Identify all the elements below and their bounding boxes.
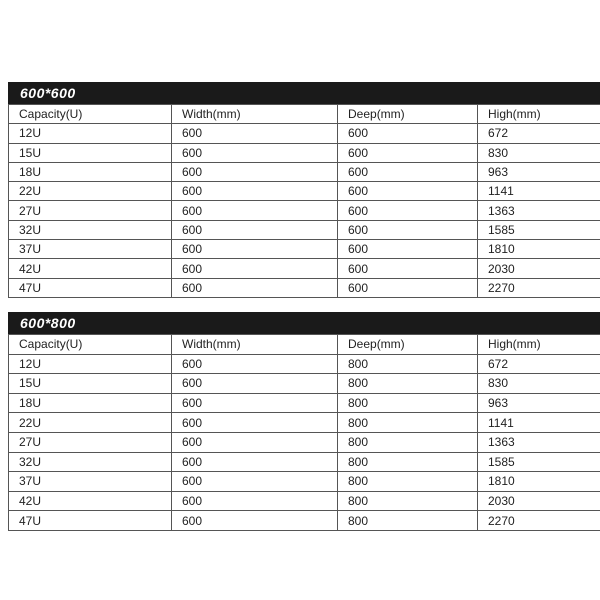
table-row <box>9 162 600 181</box>
cell-capacity: 18U <box>9 393 172 413</box>
cell-capacity: 42U <box>9 259 172 278</box>
cell-width: 600 <box>172 220 338 239</box>
cell-deep: 800 <box>338 354 478 374</box>
cell-capacity: 37U <box>9 240 172 259</box>
header-capacity: Capacity(U) <box>9 335 172 355</box>
cell-width: 600 <box>172 413 338 433</box>
cell-width: 600 <box>172 278 338 297</box>
cell-width: 600 <box>172 432 338 452</box>
table-row <box>9 259 600 278</box>
cell-width: 600 <box>172 201 338 220</box>
cell-high: 1810 <box>478 240 600 259</box>
cell-width: 600 <box>172 162 338 181</box>
cell-high: 2270 <box>478 511 600 531</box>
cell-capacity: 42U <box>9 491 172 511</box>
cell-capacity: 15U <box>9 374 172 394</box>
header-capacity: Capacity(U) <box>9 105 172 124</box>
cell-deep: 800 <box>338 413 478 433</box>
cell-high: 1363 <box>478 432 600 452</box>
header-width: Width(mm) <box>172 335 338 355</box>
cell-deep: 600 <box>338 240 478 259</box>
cell-high: 2030 <box>478 491 600 511</box>
table-row <box>9 511 600 531</box>
cell-deep: 800 <box>338 472 478 492</box>
table-row <box>9 432 600 452</box>
table-row <box>9 278 600 297</box>
cell-capacity: 27U <box>9 201 172 220</box>
cell-high: 1141 <box>478 413 600 433</box>
cell-deep: 800 <box>338 491 478 511</box>
cell-deep: 600 <box>338 220 478 239</box>
cell-high: 963 <box>478 393 600 413</box>
cell-width: 600 <box>172 240 338 259</box>
table-row <box>9 201 600 220</box>
cell-deep: 600 <box>338 278 478 297</box>
banner-bar <box>8 82 600 104</box>
cell-high: 1585 <box>478 220 600 239</box>
header-row <box>9 335 600 355</box>
cell-capacity: 22U <box>9 413 172 433</box>
spec-section-600x600 <box>8 82 600 298</box>
cell-width: 600 <box>172 124 338 143</box>
table-row <box>9 240 600 259</box>
cell-capacity: 22U <box>9 182 172 201</box>
header-deep: Deep(mm) <box>338 105 478 124</box>
cell-capacity: 47U <box>9 278 172 297</box>
cell-high: 1585 <box>478 452 600 472</box>
spec-table <box>8 334 600 531</box>
cell-width: 600 <box>172 259 338 278</box>
cell-capacity: 12U <box>9 354 172 374</box>
cell-width: 600 <box>172 182 338 201</box>
cell-high: 963 <box>478 162 600 181</box>
cell-high: 672 <box>478 354 600 374</box>
cell-deep: 800 <box>338 452 478 472</box>
table-row <box>9 393 600 413</box>
cell-width: 600 <box>172 472 338 492</box>
cell-deep: 800 <box>338 374 478 394</box>
cell-deep: 800 <box>338 511 478 531</box>
cell-capacity: 12U <box>9 124 172 143</box>
section-banner <box>8 312 600 334</box>
cell-capacity: 47U <box>9 511 172 531</box>
cell-width: 600 <box>172 374 338 394</box>
header-deep: Deep(mm) <box>338 335 478 355</box>
cell-width: 600 <box>172 354 338 374</box>
cell-width: 600 <box>172 511 338 531</box>
banner-bar <box>8 312 600 334</box>
cell-capacity: 37U <box>9 472 172 492</box>
table-row <box>9 374 600 394</box>
cell-width: 600 <box>172 452 338 472</box>
cell-deep: 600 <box>338 143 478 162</box>
table-row <box>9 472 600 492</box>
header-row <box>9 105 600 124</box>
table-row <box>9 182 600 201</box>
section-title: 600*800 <box>20 315 76 331</box>
cell-capacity: 18U <box>9 162 172 181</box>
cell-capacity: 32U <box>9 452 172 472</box>
table-body <box>9 124 600 298</box>
spec-section-600x800 <box>8 312 600 531</box>
cell-high: 1363 <box>478 201 600 220</box>
cell-capacity: 27U <box>9 432 172 452</box>
section-title: 600*600 <box>20 85 76 101</box>
cell-width: 600 <box>172 143 338 162</box>
cell-width: 600 <box>172 491 338 511</box>
cell-high: 2030 <box>478 259 600 278</box>
cell-capacity: 15U <box>9 143 172 162</box>
cell-deep: 800 <box>338 393 478 413</box>
cell-high: 1810 <box>478 472 600 492</box>
cell-high: 830 <box>478 143 600 162</box>
table-row <box>9 354 600 374</box>
cell-width: 600 <box>172 393 338 413</box>
table-row <box>9 143 600 162</box>
table-row <box>9 413 600 433</box>
header-high: High(mm) <box>478 105 600 124</box>
table-row <box>9 491 600 511</box>
cell-high: 672 <box>478 124 600 143</box>
cell-high: 2270 <box>478 278 600 297</box>
cell-deep: 800 <box>338 432 478 452</box>
table-row <box>9 220 600 239</box>
table-row <box>9 124 600 143</box>
cell-deep: 600 <box>338 182 478 201</box>
cell-deep: 600 <box>338 124 478 143</box>
cell-capacity: 32U <box>9 220 172 239</box>
section-banner <box>8 82 600 104</box>
cell-deep: 600 <box>338 259 478 278</box>
cell-deep: 600 <box>338 201 478 220</box>
header-high: High(mm) <box>478 335 600 355</box>
table-row <box>9 452 600 472</box>
spec-table <box>8 104 600 298</box>
cell-high: 830 <box>478 374 600 394</box>
table-body <box>9 354 600 530</box>
header-width: Width(mm) <box>172 105 338 124</box>
cell-high: 1141 <box>478 182 600 201</box>
cell-deep: 600 <box>338 162 478 181</box>
